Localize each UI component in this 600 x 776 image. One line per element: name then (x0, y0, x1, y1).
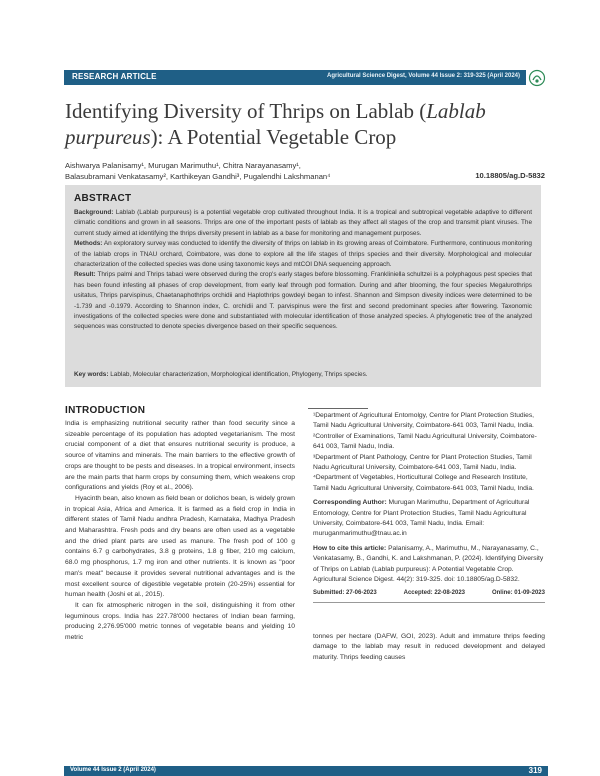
submitted-date: Submitted: 27-06-2023 (313, 589, 377, 596)
introduction-continued (313, 632, 545, 663)
affiliations-block (313, 411, 545, 605)
article-dates (313, 588, 545, 598)
journal-citation: Agricultural Science Digest, Volume 44 Issue 2: 319-325 (April 2024) (327, 73, 520, 79)
paragraph: India is emphasizing nutritional security rather than food security since a sizeable percentage of its population has adopted vegetarianism. The most crucial component of a diet that ensures nutritional security is produce, a source of vitamins and minerals. The main barriers to the effective growth of crops are thought to be pests and diseases. In a tropical environment, insects are the main parts that harm crops by consuming them, which weakens crop configurations and yields (Roy et al., 2006). (65, 420, 295, 492)
affiliation: ³Department of Plant Pathology, Centre for Plant Protection Studies, Tamil Nadu Agricultural University, Coimbatore-641 003, Tamil Nadu, India. (313, 453, 532, 472)
abstract-body: Background: Lablab (Lablab purpureus) is a potential vegetable crop cultivated throughout India. It is a tropical and subtropical vegetable adaptive to different climatic conditions and grown in all seasons. Thrips are one of the important pests of lablab as they affect all stages of the crop and transmit plant viruses. The current study aimed at identifying the thrips diversity present in lablab as a base for monitoring and management purposes. Methods: An exploratory survey was conducted to identify the diversity of thrips on lablab in its growing areas of Coimbatore. Furthermore, continuous monitoring of the lablab crops in TNAU orchard, Coimbatore, was done to explore all the life stages of thrips species and their diversity. Morphological and molecular characterization of the collected species was done using taxonomic keys and mtCOI DNA sequencing approach. Result: Thrips palmi and Thrips tabaci were observed during the crop's early stages before blossoming. Frankliniella schultzei is a polyphagous pest species that has been found infesting all phases of crop development, from early leaf through pod formation. During and after blooming, the four species Megalurothrips usitatus, Thrips parvispinus, Chaetanaphothrips orchidii and Haplothrips gowdeyi began to infest. Shannon and Simpson divesity indices were determined to be -1.739 and -0.1979. According to Shannon index, C. orchidii and T. parvispinus were the first and second predominant species after flowering. Taxonomic investigations of the collected species were done and substantiated with molecular identification of those analyzed species. A phylogenetic tree of the analyzed sequences was constructed to denote species divergence based on their specific sequences. (74, 209, 532, 331)
accepted-date: Accepted: 22-08-2023 (403, 589, 466, 596)
article-type-band (64, 70, 526, 85)
abstract-heading: ABSTRACT (74, 193, 132, 204)
affiliation: ⁴Department of Vegetables, Horticultural College and Research Institute, Tamil Nadu Agricultural University, Coimbatore-641 003, Tamil Nadu, India. (313, 474, 534, 492)
abstract-box (65, 185, 541, 387)
affiliation: ¹Department of Agricultural Entomolgy, Centre for Plant Protection Studies, Tamil Nadu Agricultural University, Coimbatore-641 003, Tamil Nadu, India. (313, 412, 535, 430)
authors-line: Balasubramani Venkatasamy², Karthikeyan Gandhi³, Pugalendhi Lakshmanan⁴ (65, 172, 331, 181)
paragraph: tonnes per hectare (DAFW, GOI, 2023). Adult and immature thrips feeding damage to the lablab may result in reduced development and delayed maturity. Thrips feeding causes (313, 633, 545, 661)
divider (313, 602, 545, 603)
introduction-text (65, 419, 295, 644)
page-number: 319 (528, 766, 542, 775)
affiliation: ²Controller of Examinations, Tamil Nadu Agricultural University, Coimbatore-641 003, Tamil Nadu, India. (313, 432, 537, 451)
abstract-result: Thrips palmi and Thrips tabaci were observed during the crop's early stages before blossoming. Frankliniella schultzei is a polyphagous pest species that has been found infesting all phases of crop development, from early leaf through pod formation. During and after blooming, the four species Megalurothrips usitatus, Thrips parvispinus, Chaetanaphothrips orchidii and Haplothrips gowdeyi began to infest. Shannon and Simpson divesity indices were determined to be -1.739 and -0.1979. According to Shannon index, C. orchidii and T. parvispinus were the first and second predominant species after flowering. Taxonomic investigations of the collected species were done and substantiated with molecular identification of those analyzed species. A phylogenetic tree of the analyzed sequences was constructed to denote species divergence based on their specific sequences. (74, 271, 532, 331)
doi: 10.18805/ag.D-5832 (475, 171, 545, 180)
abstract-methods: An exploratory survey was conducted to identify the diversity of thrips on lablab in its growing areas of Coimbatore. Furthermore, continuous monitoring of the lablab crops in TNAU orchard, Coimbatore, was done to explore all the life stages of thrips species and their diversity. Morphological and molecular characterization of the collected species was done using taxonomic keys and mtCOI DNA sequencing approach. (74, 240, 532, 269)
author-list (65, 160, 540, 182)
introduction-heading: INTRODUCTION (65, 405, 146, 416)
paragraph: Hyacinth bean, also known as field bean or dolichos bean, is widely grown in tropical Asia, Africa and America. It is farmed as a field crop in India in different states of Tamil Nadu andhra Pradesh, Karnataka, Madhya Pradesh and Maharashtra. Fresh pods and dry beans are often used as a vegetable and the dried plant parts are used as manure. The fresh pod of 100 g contains 6.7 g carbohydrates, 3.8 g proteins, 1.8 g fiber, 210 mg calcium, 68.0 mg phosphorus, 1.7 mg iron and other nutrients. It is known as "poor man's meat" because it provides several nutritional advantages and is the most excellent source of digestible vegetable protein (20-25%) essential for human health (Joshi et al., 2015). (65, 494, 295, 599)
keywords: Key words: Lablab, Molecular characterization, Morphological identification, Phylogeny, Thrips species. (74, 371, 368, 378)
page-footer (64, 766, 548, 776)
journal-logo-icon (527, 69, 547, 87)
footer-issue: Volume 44 Issue 2 (April 2024) (70, 767, 156, 773)
abstract-background: Lablab (Lablab purpureus) is a potential vegetable crop cultivated throughout India. It is a tropical and subtropical vegetable adaptive to different climatic conditions and grown in all seasons. Thrips are one of the important pests of lablab as they affect all stages of the crop and transmit plant viruses. The current study aimed at identifying the thrips diversity present in lablab as a base for monitoring and management purposes. (74, 209, 532, 237)
article-title: Identifying Diversity of Thrips on Lablab (Lablab purpureus): A Potential Vegetable Crop (65, 99, 486, 149)
authors-line: Aishwarya Palanisamy¹, Murugan Marimuthu¹, Chitra Narayanasamy¹, (65, 161, 301, 170)
online-date: Online: 01-09-2023 (491, 589, 545, 596)
citation: How to cite this article: Palanisamy, A., Marimuthu, M., Narayanasamy, C., Venkatasamy, B., Gandhi, K. and Lakshmanan, P. (2024). Identifying Diversity of Thrips on Lablab (Lablab purpureus): A Potential Vegetable Crop. Agricultural Science Digest. 44(2): 319-325. doi: 10.18805/ag.D-5832. (313, 544, 544, 584)
article-type-label: RESEARCH ARTICLE (72, 72, 157, 81)
footnote-divider (308, 408, 368, 409)
corresponding-author: Corresponding Author: Murugan Marimuthu, Department of Agricultural Entomology, Centre for Plant Protection Studies, Tamil Nadu Agricultural University, Coimbatore-641 003, Tamil Nadu, India. Email: muruganmarimuthu@tnau.ac.in (313, 499, 530, 538)
paragraph: It can fix atmospheric nitrogen in the soil, distinguishing it from other leguminous crops. India has 227.78'000 hectares of Indian bean farming, producing 2,276.95'000 metric tonnes of vegetable beans and yielding 10 metric (65, 601, 295, 642)
